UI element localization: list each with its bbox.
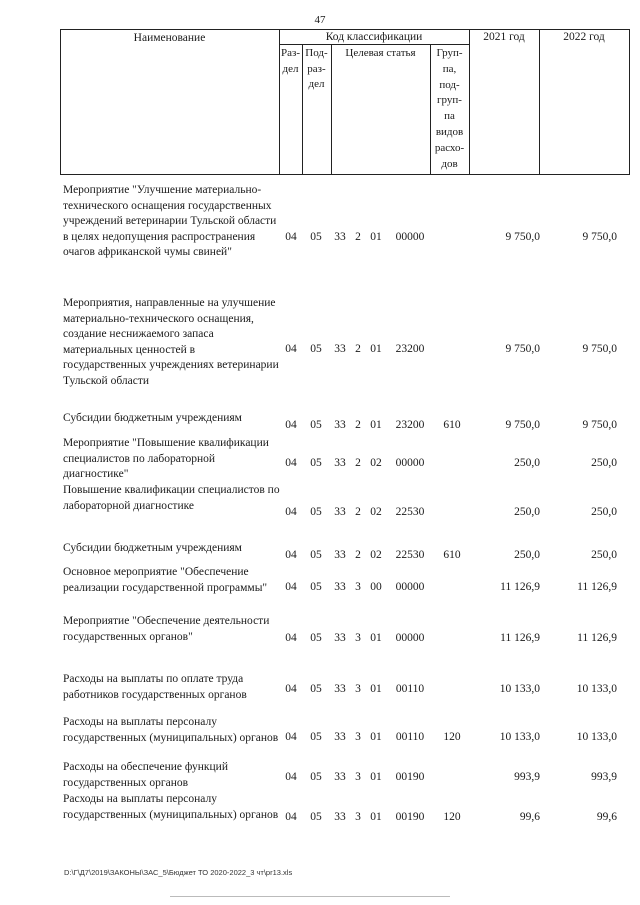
header-podrazdel: Под- раз- дел (305, 47, 328, 90)
row-t3: 01 (370, 731, 382, 743)
row-razdel: 04 (285, 683, 297, 695)
row-t1: 33 (334, 811, 346, 823)
header-group: Груп- па, под- груп- па видов расхо- дов (434, 47, 465, 170)
row-name: Мероприятие "Повышение квалификации специалистов по лабораторной диагностике" (63, 437, 269, 480)
row-name: Субсидии бюджетным учреждениям (63, 412, 242, 424)
row-value-2021: 9 750,0 (505, 231, 540, 243)
row-t2: 3 (355, 683, 361, 695)
row-value-2021: 11 126,9 (500, 581, 540, 593)
table-header (60, 29, 630, 175)
row-podrazdel: 05 (310, 771, 322, 783)
row-name: Повышение квалификации специалистов по лабораторной диагностике (63, 484, 280, 512)
row-value-2022: 10 133,0 (576, 683, 617, 695)
row-razdel: 04 (285, 419, 297, 431)
row-t4: 00000 (395, 581, 425, 593)
row-t3: 01 (370, 231, 382, 243)
row-t2: 2 (355, 419, 361, 431)
row-t4: 00000 (395, 231, 425, 243)
row-value-2022: 9 750,0 (582, 419, 617, 431)
row-value-2021: 9 750,0 (505, 343, 540, 355)
row-value-2022: 9 750,0 (582, 343, 617, 355)
row-podrazdel: 05 (310, 231, 322, 243)
row-value-2022: 11 126,9 (577, 581, 617, 593)
header-razdel: Раз- дел (280, 47, 300, 75)
row-t1: 33 (334, 683, 346, 695)
row-name: Расходы на выплаты по оплате труда работников государственных органов (63, 673, 247, 701)
row-name: Основное мероприятие "Обеспечение реализации государственной программы" (63, 566, 268, 594)
row-value-2021: 99,6 (519, 811, 540, 823)
row-group: 120 (443, 731, 461, 743)
row-razdel: 04 (285, 231, 297, 243)
row-razdel: 04 (285, 457, 297, 469)
row-razdel: 04 (285, 343, 297, 355)
row-group: 120 (443, 811, 461, 823)
row-name: Расходы на выплаты персоналу государственных (муниципальных) органов (63, 793, 279, 821)
row-t4: 00000 (395, 632, 425, 644)
row-value-2021: 250,0 (514, 549, 540, 561)
row-t1: 33 (334, 632, 346, 644)
row-razdel: 04 (285, 506, 297, 518)
row-t1: 33 (334, 506, 346, 518)
row-razdel: 04 (285, 632, 297, 644)
row-t1: 33 (334, 771, 346, 783)
row-value-2021: 993,9 (514, 771, 540, 783)
row-name: Субсидии бюджетным учреждениям (63, 542, 242, 554)
row-value-2022: 99,6 (596, 811, 617, 823)
row-podrazdel: 05 (310, 457, 322, 469)
row-group: 610 (443, 419, 461, 431)
row-razdel: 04 (285, 811, 297, 823)
row-t3: 02 (370, 457, 382, 469)
row-t3: 01 (370, 683, 382, 695)
row-podrazdel: 05 (310, 419, 322, 431)
row-razdel: 04 (285, 771, 297, 783)
row-value-2022: 250,0 (591, 506, 617, 518)
row-t3: 01 (370, 419, 382, 431)
row-t4: 23200 (395, 343, 425, 355)
row-t4: 00000 (395, 457, 425, 469)
row-value-2021: 9 750,0 (505, 419, 540, 431)
header-code: Код классификации (325, 31, 423, 43)
row-razdel: 04 (285, 549, 297, 561)
row-t3: 01 (370, 771, 382, 783)
row-podrazdel: 05 (310, 506, 322, 518)
row-t3: 00 (370, 581, 382, 593)
row-t2: 3 (355, 632, 361, 644)
row-podrazdel: 05 (310, 811, 322, 823)
row-t4: 00190 (395, 811, 425, 823)
row-value-2021: 250,0 (514, 457, 540, 469)
row-podrazdel: 05 (310, 683, 322, 695)
row-t3: 01 (370, 632, 382, 644)
row-t3: 01 (370, 811, 382, 823)
row-t3: 01 (370, 343, 382, 355)
row-t1: 33 (334, 419, 346, 431)
row-t2: 2 (355, 549, 361, 561)
row-t1: 33 (334, 457, 346, 469)
row-name: Мероприятия, направленные на улучшение материально-технического оснащения, создание неснижаемого запаса материальных ценностей в государственных учреждениях ветеринарии Тульской области (63, 297, 279, 387)
row-t2: 3 (355, 581, 361, 593)
row-t4: 00110 (395, 731, 425, 743)
row-t1: 33 (334, 343, 346, 355)
row-value-2021: 250,0 (514, 506, 540, 518)
row-t3: 02 (370, 549, 382, 561)
row-t4: 22530 (395, 506, 425, 518)
header-year-2021: 2021 год (483, 31, 525, 43)
header-year-2022: 2022 год (563, 31, 605, 43)
row-t2: 3 (355, 731, 361, 743)
header-name: Наименование (133, 32, 206, 44)
row-name: Расходы на обеспечение функций государственных органов (63, 761, 228, 789)
row-t4: 00110 (395, 683, 425, 695)
row-t3: 02 (370, 506, 382, 518)
row-razdel: 04 (285, 581, 297, 593)
row-t2: 2 (355, 343, 361, 355)
row-razdel: 04 (285, 731, 297, 743)
row-group: 610 (443, 549, 461, 561)
row-value-2021: 10 133,0 (499, 683, 540, 695)
page-number: 47 (314, 14, 326, 26)
footer-file-path: D:\Г\Д7\2019\ЗАКОНЫ\ЗАС_5\Бюджет ТО 2020-2022_3 чт\pr13.xls (64, 868, 293, 877)
row-t2: 3 (355, 811, 361, 823)
row-podrazdel: 05 (310, 632, 322, 644)
row-podrazdel: 05 (310, 731, 322, 743)
row-t1: 33 (334, 731, 346, 743)
row-t2: 2 (355, 457, 361, 469)
row-t2: 2 (355, 231, 361, 243)
row-podrazdel: 05 (310, 343, 322, 355)
row-value-2022: 9 750,0 (582, 231, 617, 243)
row-podrazdel: 05 (310, 549, 322, 561)
footer-divider (170, 896, 450, 897)
row-name: Мероприятие "Улучшение материально-технического оснащения государственных учреждений ветеринарии Тульской области в целях недопущения распространения очагов африканской чумы свиней" (63, 184, 277, 258)
row-t2: 2 (355, 506, 361, 518)
row-t4: 22530 (395, 549, 425, 561)
row-t1: 33 (334, 581, 346, 593)
row-value-2022: 10 133,0 (576, 731, 617, 743)
row-t4: 23200 (395, 419, 425, 431)
row-value-2022: 250,0 (591, 549, 617, 561)
row-t4: 00190 (395, 771, 425, 783)
row-value-2022: 11 126,9 (577, 632, 617, 644)
row-value-2022: 993,9 (591, 771, 617, 783)
row-t1: 33 (334, 231, 346, 243)
row-value-2022: 250,0 (591, 457, 617, 469)
row-name: Расходы на выплаты персоналу государственных (муниципальных) органов (63, 716, 279, 744)
row-podrazdel: 05 (310, 581, 322, 593)
row-t2: 3 (355, 771, 361, 783)
row-t1: 33 (334, 549, 346, 561)
row-name: Мероприятие "Обеспечение деятельности государственных органов" (63, 615, 270, 643)
header-target: Целевая статья (345, 47, 416, 59)
row-value-2021: 10 133,0 (499, 731, 540, 743)
row-value-2021: 11 126,9 (500, 632, 540, 644)
